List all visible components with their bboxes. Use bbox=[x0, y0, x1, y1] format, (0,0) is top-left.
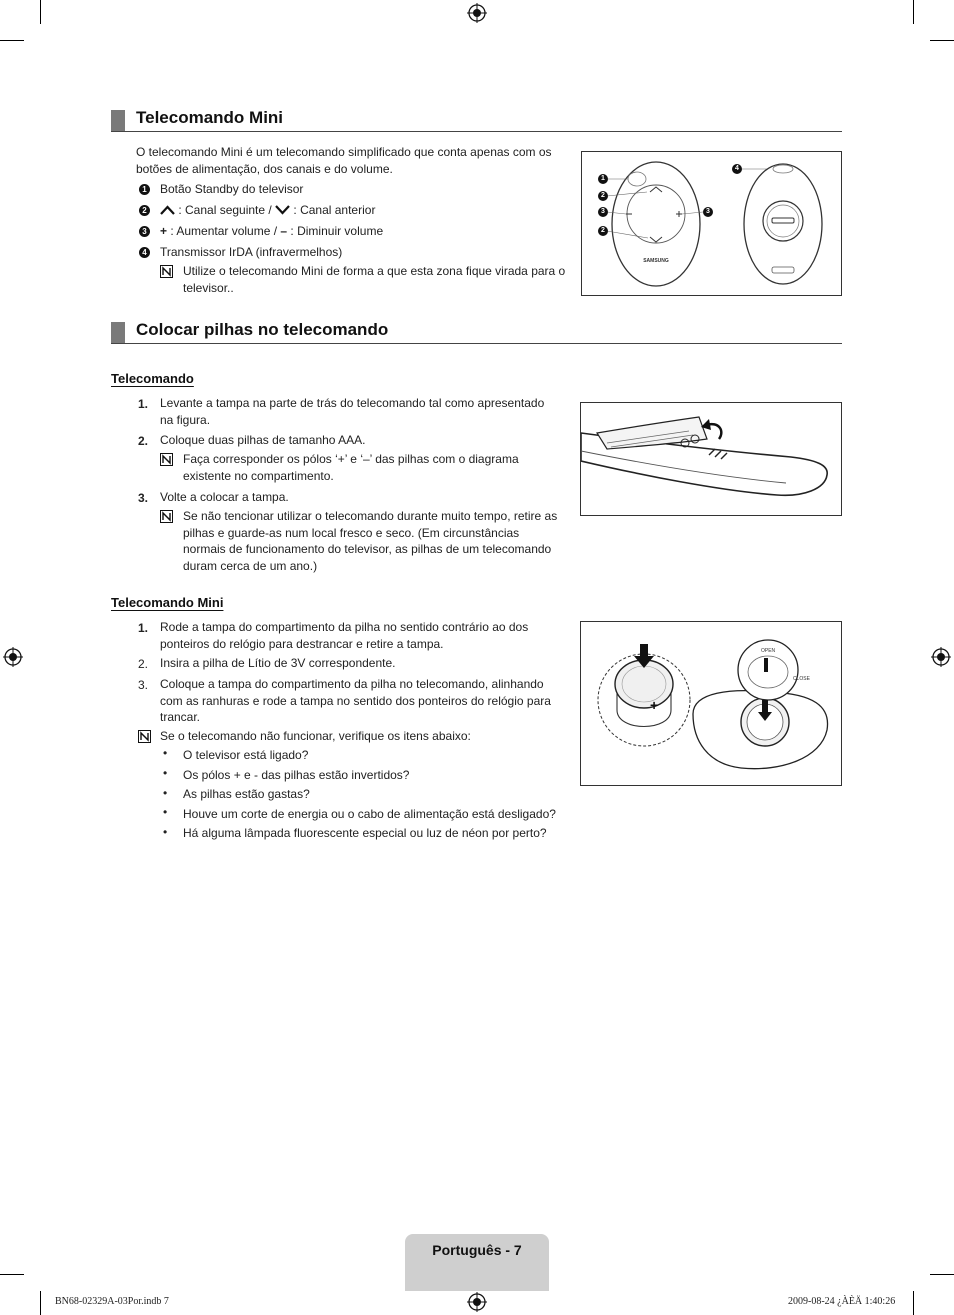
plus-symbol: + bbox=[160, 224, 168, 238]
check-item: As pilhas estão gastas? bbox=[183, 787, 310, 801]
bullet-icon: • bbox=[163, 825, 168, 839]
crop-mark bbox=[913, 0, 914, 24]
step-text: Coloque a tampa do compartimento da pilha no telecomando, alinhando com as ranhuras e rode a tampa no sentido dos ponteiros do relógio para trancar. bbox=[160, 677, 551, 724]
subsection-title-telecomando: Telecomando bbox=[111, 371, 194, 386]
note-storage: Se não tencionar utilizar o telecomando durante muito tempo, retire as pilhas e guarde-as num local fresco e seco. (Em circunstâncias normais de funcionamento do televisor, as pilhas de um telecomando duram cerca de um ano.) bbox=[183, 509, 558, 573]
step-text: Insira a pilha de Lítio de 3V correspondente. bbox=[160, 656, 396, 670]
chevron-up-icon bbox=[160, 205, 175, 215]
note-troubleshoot: Se o telecomando não funcionar, verifique os itens abaixo: bbox=[160, 729, 471, 743]
crop-mark bbox=[40, 1291, 41, 1315]
callout-badge-2: 2 bbox=[139, 205, 150, 216]
step-text: Levante a tampa na parte de trás do telecomando tal como apresentado na figura. bbox=[160, 396, 545, 427]
callout-badge-3: 3 bbox=[139, 226, 150, 237]
minus-symbol: – bbox=[280, 224, 288, 238]
figure-callout-4: 4 bbox=[732, 164, 742, 174]
date-slug: 2009-08-24 ¿ÀÈÄ 1:40:26 bbox=[788, 1296, 896, 1307]
note-icon bbox=[138, 730, 151, 743]
figure-callout-1: 1 bbox=[598, 174, 608, 184]
step-text: Volte a colocar a tampa. bbox=[160, 490, 289, 504]
step-text: Coloque duas pilhas de tamanho AAA. bbox=[160, 433, 366, 447]
bullet-icon: • bbox=[163, 786, 168, 800]
figure-mini-remote bbox=[581, 151, 842, 296]
item-channel-text2: : Canal anterior bbox=[290, 203, 376, 217]
note-irda: Utilize o telecomando Mini de forma a que esta zona fique virada para o televisor.. bbox=[183, 264, 566, 295]
note-polarity: Faça corresponder os pólos ‘+’ e ‘–’ das pilhas com o diagrama existente no compartimento. bbox=[183, 452, 519, 483]
open-label: OPEN bbox=[761, 648, 776, 654]
step-number: 2. bbox=[138, 657, 149, 671]
figure-callout-3: 3 bbox=[598, 207, 608, 217]
chevron-down-icon bbox=[275, 205, 290, 215]
item-volume-text2: : Diminuir volume bbox=[287, 224, 384, 238]
item-channel bbox=[160, 202, 375, 219]
step-number: 2. bbox=[138, 434, 149, 448]
file-slug: BN68-02329A-03Por.indb 7 bbox=[55, 1296, 169, 1307]
intro-paragraph: O telecomando Mini é um telecomando simplificado que conta apenas com os botões de alimentação, dos canais e do volume. bbox=[136, 145, 552, 176]
note-icon bbox=[160, 265, 173, 278]
crop-mark bbox=[930, 40, 954, 41]
item-irda: Transmissor IrDA (infravermelhos) bbox=[160, 245, 343, 259]
section-heading-bar bbox=[111, 322, 125, 343]
check-item: Os pólos + e - das pilhas estão invertidos? bbox=[183, 768, 410, 782]
item-volume-text: : Aumentar volume / bbox=[167, 224, 281, 238]
remote-cover-illustration bbox=[581, 403, 841, 515]
crop-mark bbox=[40, 0, 41, 24]
crop-mark bbox=[913, 1291, 914, 1315]
bullet-icon: • bbox=[163, 766, 168, 780]
step-number: 3. bbox=[138, 491, 149, 505]
subsection-title-telecomando-mini: Telecomando Mini bbox=[111, 595, 224, 610]
section-heading-telecomando-mini bbox=[111, 110, 842, 132]
registration-mark-icon bbox=[931, 647, 951, 667]
mini-battery-illustration bbox=[581, 622, 841, 785]
figure-remote-cover bbox=[580, 402, 842, 516]
item-channel-text: : Canal seguinte / bbox=[175, 203, 276, 217]
registration-mark-icon bbox=[3, 647, 23, 667]
step-text: Rode a tampa do compartimento da pilha no sentido contrário ao dos ponteiros do relógio para destrancar e retire a tampa. bbox=[160, 620, 529, 651]
step-number: 3. bbox=[138, 678, 149, 692]
note-icon bbox=[160, 453, 173, 466]
registration-mark-icon bbox=[467, 3, 487, 23]
mini-remote-illustration bbox=[582, 152, 841, 295]
registration-mark-icon bbox=[467, 1292, 487, 1312]
callout-badge-4: 4 bbox=[139, 247, 150, 258]
figure-mini-battery bbox=[580, 621, 842, 786]
remote-brand-label: SAMSUNG bbox=[643, 258, 669, 264]
bullet-icon: • bbox=[163, 746, 168, 760]
section-heading-bar bbox=[111, 110, 125, 131]
note-icon bbox=[160, 510, 173, 523]
step-number: 1. bbox=[138, 621, 149, 635]
item-standby: Botão Standby do televisor bbox=[160, 182, 304, 196]
callout-badge-1: 1 bbox=[139, 184, 150, 195]
check-item: Houve um corte de energia ou o cabo de alimentação está desligado? bbox=[183, 807, 556, 821]
section-title: Colocar pilhas no telecomando bbox=[136, 320, 389, 339]
step-number: 1. bbox=[138, 397, 149, 411]
crop-mark bbox=[0, 1274, 24, 1275]
bullet-icon: • bbox=[163, 805, 168, 819]
figure-callout-2b: 2 bbox=[598, 226, 608, 236]
check-item: Há alguma lâmpada fluorescente especial ou luz de néon por perto? bbox=[183, 826, 547, 840]
page-label: Português - 7 bbox=[432, 1242, 522, 1258]
crop-mark bbox=[0, 40, 24, 41]
section-heading-colocar-pilhas bbox=[111, 322, 842, 344]
crop-mark bbox=[930, 1274, 954, 1275]
figure-callout-3b: 3 bbox=[703, 207, 713, 217]
section-title: Telecomando Mini bbox=[136, 108, 284, 127]
close-label: CLOSE bbox=[793, 676, 810, 682]
svg-text:+: + bbox=[650, 697, 659, 713]
check-item: O televisor está ligado? bbox=[183, 748, 309, 762]
page-number-tab bbox=[405, 1234, 549, 1291]
figure-callout-2: 2 bbox=[598, 191, 608, 201]
item-volume bbox=[160, 223, 383, 240]
